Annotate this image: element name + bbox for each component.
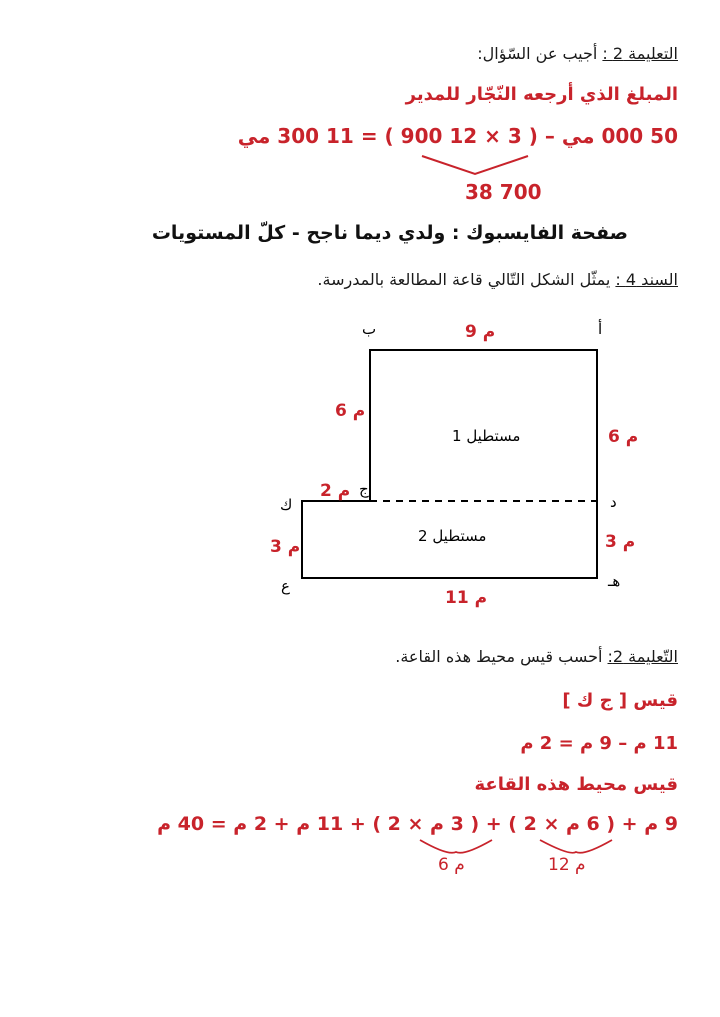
answer-heading-1: المبلغ الذي أرجعه النّجّار للمدير [405, 84, 678, 105]
vertex-a: أ [598, 320, 603, 338]
instruction-line-2 [395, 647, 678, 666]
dim-top: 9 م [465, 322, 496, 342]
vertex-d: د [610, 493, 617, 511]
subtotal: 38 700 [465, 180, 542, 204]
instruction-label-2: التّعليمة 2: [607, 647, 678, 666]
rect2-label: مستطيل 2 [418, 527, 487, 545]
sanad-label: السند 4 : [615, 270, 678, 289]
instruction-text-2: أحسب قيس محيط هذه القاعة. [395, 647, 603, 666]
vertex-j: ج [359, 480, 369, 498]
brace-left [420, 840, 492, 853]
facebook-banner: صفحة الفايسبوك : ولدي ديما ناجح - كلّ المستويات [151, 222, 628, 244]
vertex-k: ك [280, 496, 293, 514]
q1-equation: 11 م – 9 م = 2 م [520, 733, 678, 754]
dim-step: 2 م [320, 481, 351, 501]
sanad-text: يمثّل الشكل التّالي قاعة المطالعة بالمدرسة. [317, 270, 611, 289]
answer-equation-1: 50 000 مي – ( 3 × 12 900 ) = 11 300 مي [237, 124, 678, 148]
rect1-label: مستطيل 1 [452, 427, 521, 445]
brace-right-label: 12 م [548, 855, 586, 875]
brace-right [540, 840, 612, 853]
instruction-text: أجيب عن السّؤال: [477, 44, 598, 63]
underbraces-2 [0, 836, 720, 896]
vertex-b: ب [362, 320, 377, 338]
dim-right-bottom: 3 م [605, 532, 636, 552]
q1-heading: قيس [ ج ك ] [562, 690, 678, 711]
dim-left-top: 6 م [335, 401, 366, 421]
dim-bottom: 11 م [445, 588, 488, 608]
dim-right-top: 6 م [608, 427, 639, 447]
dim-left-bottom: 3 م [270, 537, 301, 557]
q2-equation: 9 م + ( 6 م × 2 ) + ( 3 م × 2 ) + 11 م + 2 م = 40 م [157, 813, 678, 835]
q2-heading: قيس محيط هذه القاعة [474, 774, 678, 795]
vertex-h: هـ [608, 572, 621, 590]
vertex-ayn: ع [281, 577, 290, 595]
instruction-label: التعليمة 2 : [602, 44, 678, 63]
brace-left-label: 6 م [438, 855, 465, 875]
